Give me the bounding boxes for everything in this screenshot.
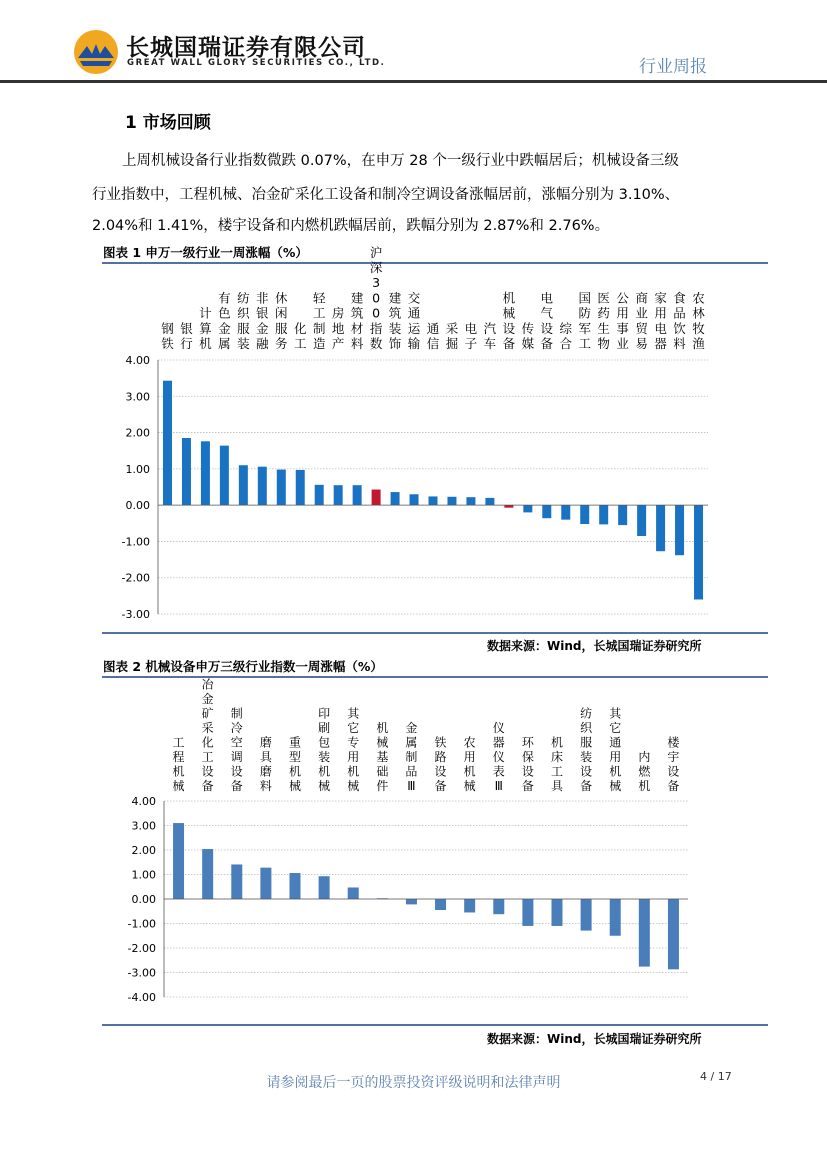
page-number: 4 / 17 bbox=[700, 1070, 732, 1083]
y-tick-label: -4.00 bbox=[127, 991, 156, 1004]
figure2-source: 数据来源：Wind，长城国瑞证券研究所 bbox=[487, 1032, 702, 1046]
header-divider bbox=[0, 80, 827, 83]
category-label: 金属制品 Ⅲ bbox=[405, 721, 418, 793]
figure2-title: 图表 2 机械设备申万三级行业指数一周涨幅（%） bbox=[103, 659, 383, 674]
category-label: 制冷空调设备 bbox=[230, 706, 243, 793]
category-label: 机床工具 bbox=[550, 735, 564, 793]
bar bbox=[239, 465, 248, 505]
report-type-label: 行业周报 bbox=[639, 57, 707, 77]
category-label: 电气设备 bbox=[540, 290, 554, 351]
category-label: 机械基础件 bbox=[376, 721, 389, 793]
category-label: 休闲服务 bbox=[275, 290, 288, 351]
bar bbox=[656, 505, 665, 551]
bar bbox=[163, 381, 172, 505]
bar bbox=[315, 485, 324, 505]
category-label: 国防军工 bbox=[578, 290, 591, 351]
category-label: 交通运输 bbox=[407, 290, 421, 351]
category-label: 磨具磨料 bbox=[259, 735, 272, 793]
category-label: 工程机械 bbox=[172, 735, 185, 793]
y-tick-label: -1.00 bbox=[121, 535, 150, 549]
category-label: 纺织服装设备 bbox=[580, 706, 593, 793]
bar bbox=[599, 505, 608, 524]
category-label: 沪深 3 0 0 指数 bbox=[369, 244, 383, 351]
category-label: 医药生物 bbox=[597, 290, 610, 351]
bar bbox=[220, 446, 229, 506]
category-label: 银行 bbox=[180, 320, 193, 351]
bar bbox=[258, 467, 267, 505]
bar bbox=[372, 490, 381, 506]
bar bbox=[694, 505, 703, 599]
category-label: 汽车 bbox=[483, 320, 497, 351]
bar bbox=[296, 470, 305, 505]
y-tick-label: 3.00 bbox=[131, 819, 156, 833]
category-label: 楼宇设备 bbox=[667, 735, 680, 793]
company-logo bbox=[72, 28, 120, 76]
figure2-bottom-rule bbox=[102, 1024, 768, 1026]
category-label: 铁路设备 bbox=[434, 735, 447, 793]
bar bbox=[260, 868, 271, 899]
y-tick-label: 0.00 bbox=[131, 893, 156, 906]
section-heading: 1 市场回顾 bbox=[125, 113, 211, 133]
category-label: 其它专用机械 bbox=[347, 706, 360, 793]
y-tick-label: -1.00 bbox=[127, 917, 156, 931]
bar bbox=[675, 505, 684, 555]
bar bbox=[637, 505, 646, 536]
bar bbox=[668, 899, 679, 969]
bar bbox=[580, 505, 589, 524]
bar bbox=[290, 873, 301, 899]
y-tick-label: -2.00 bbox=[121, 571, 150, 585]
bar bbox=[522, 899, 533, 926]
bar bbox=[639, 899, 650, 967]
bar bbox=[410, 494, 419, 505]
bar bbox=[319, 876, 330, 899]
y-tick-label: 4.00 bbox=[125, 354, 150, 367]
bar bbox=[523, 505, 532, 512]
category-label: 机械设备 bbox=[502, 290, 516, 351]
bar bbox=[277, 470, 286, 506]
bar bbox=[466, 497, 475, 505]
y-tick-label: 2.00 bbox=[131, 844, 156, 857]
figure1-title: 图表 1 申万一级行业一周涨幅（%） bbox=[103, 245, 308, 260]
y-tick-label: -3.00 bbox=[127, 966, 156, 980]
y-tick-label: -3.00 bbox=[121, 608, 150, 621]
bar bbox=[552, 899, 563, 926]
category-label: 重型机械 bbox=[288, 735, 302, 793]
company-name-en: GREAT WALL GLORY SECURITIES CO., LTD. bbox=[127, 58, 386, 68]
bar bbox=[618, 505, 627, 525]
category-label: 建筑装饰 bbox=[388, 290, 402, 351]
y-tick-label: 1.00 bbox=[125, 462, 150, 476]
category-label: 其它通用机械 bbox=[609, 706, 622, 793]
figure1-source: 数据来源：Wind，长城国瑞证券研究所 bbox=[487, 639, 702, 653]
bar bbox=[231, 864, 242, 899]
category-label: 环保设备 bbox=[521, 735, 534, 793]
bar bbox=[493, 899, 504, 914]
bar bbox=[391, 492, 400, 505]
y-tick-label: 1.00 bbox=[131, 868, 156, 882]
category-label: 化工 bbox=[293, 320, 307, 351]
category-label: 建筑材料 bbox=[350, 290, 364, 351]
category-label: 房地产 bbox=[331, 305, 345, 351]
body-line-1: 上周机械设备行业指数微跌 0.07%，在申万 28 个一级行业中跌幅居后；机械设备三级 bbox=[122, 153, 679, 169]
footer-disclaimer: 请参阅最后一页的股票投资评级说明和法律声明 bbox=[266, 1075, 561, 1091]
category-label: 传媒 bbox=[521, 320, 535, 351]
category-label: 农林牧渔 bbox=[692, 290, 705, 351]
category-label: 冶金矿采化工设备 bbox=[201, 677, 214, 793]
y-tick-label: 2.00 bbox=[125, 426, 150, 440]
bar bbox=[406, 899, 417, 904]
bar bbox=[435, 899, 446, 910]
body-line-2: 行业指数中，工程机械、冶金矿采化工设备和制冷空调设备涨幅居前，涨幅分别为 3.10%、 bbox=[92, 187, 680, 203]
figure1-bottom-rule bbox=[102, 632, 768, 634]
category-label: 家用电器 bbox=[654, 290, 667, 351]
category-label: 食品饮料 bbox=[673, 290, 686, 351]
body-line-3: 2.04%和 1.41%，楼宇设备和内燃机跌幅居前，跌幅分别为 2.87%和 2.76%。 bbox=[92, 218, 610, 234]
category-label: 仪器仪表 Ⅲ bbox=[492, 721, 505, 793]
category-label: 内燃机 bbox=[638, 750, 651, 793]
category-label: 计算机 bbox=[199, 305, 212, 351]
y-tick-label: -2.00 bbox=[127, 942, 156, 955]
bar bbox=[561, 505, 570, 520]
bar bbox=[182, 438, 191, 505]
bar bbox=[485, 498, 494, 505]
category-label: 轻工制造 bbox=[312, 290, 326, 351]
bar bbox=[429, 496, 438, 505]
category-label: 印刷包装机械 bbox=[318, 706, 331, 793]
category-label: 钢铁 bbox=[161, 320, 174, 351]
bar bbox=[581, 899, 592, 931]
y-tick-label: 0.00 bbox=[125, 499, 150, 513]
bar bbox=[173, 823, 184, 899]
figure2-chart bbox=[102, 678, 768, 1024]
y-tick-label: 4.00 bbox=[131, 795, 156, 808]
category-label: 纺织服装 bbox=[237, 290, 250, 351]
bar bbox=[464, 899, 475, 912]
bar bbox=[447, 497, 456, 505]
bar bbox=[334, 485, 343, 505]
category-label: 通信 bbox=[426, 320, 440, 351]
category-label: 采掘 bbox=[445, 320, 459, 351]
bar bbox=[353, 485, 362, 505]
company-name-cn: 长城国瑞证券有限公司 bbox=[126, 35, 366, 61]
bar bbox=[610, 899, 621, 936]
category-label: 电子 bbox=[464, 320, 478, 351]
bar bbox=[348, 887, 359, 899]
category-label: 非银金融 bbox=[256, 290, 269, 351]
y-tick-label: 3.00 bbox=[125, 390, 150, 404]
category-label: 商业贸易 bbox=[635, 290, 648, 351]
category-label: 有色金属 bbox=[218, 290, 231, 351]
category-label: 公用事业 bbox=[616, 290, 629, 351]
bar bbox=[201, 441, 210, 505]
bar bbox=[542, 505, 551, 518]
bar bbox=[202, 849, 213, 899]
category-label: 综合 bbox=[559, 320, 573, 351]
category-label: 农用机械 bbox=[463, 735, 476, 793]
